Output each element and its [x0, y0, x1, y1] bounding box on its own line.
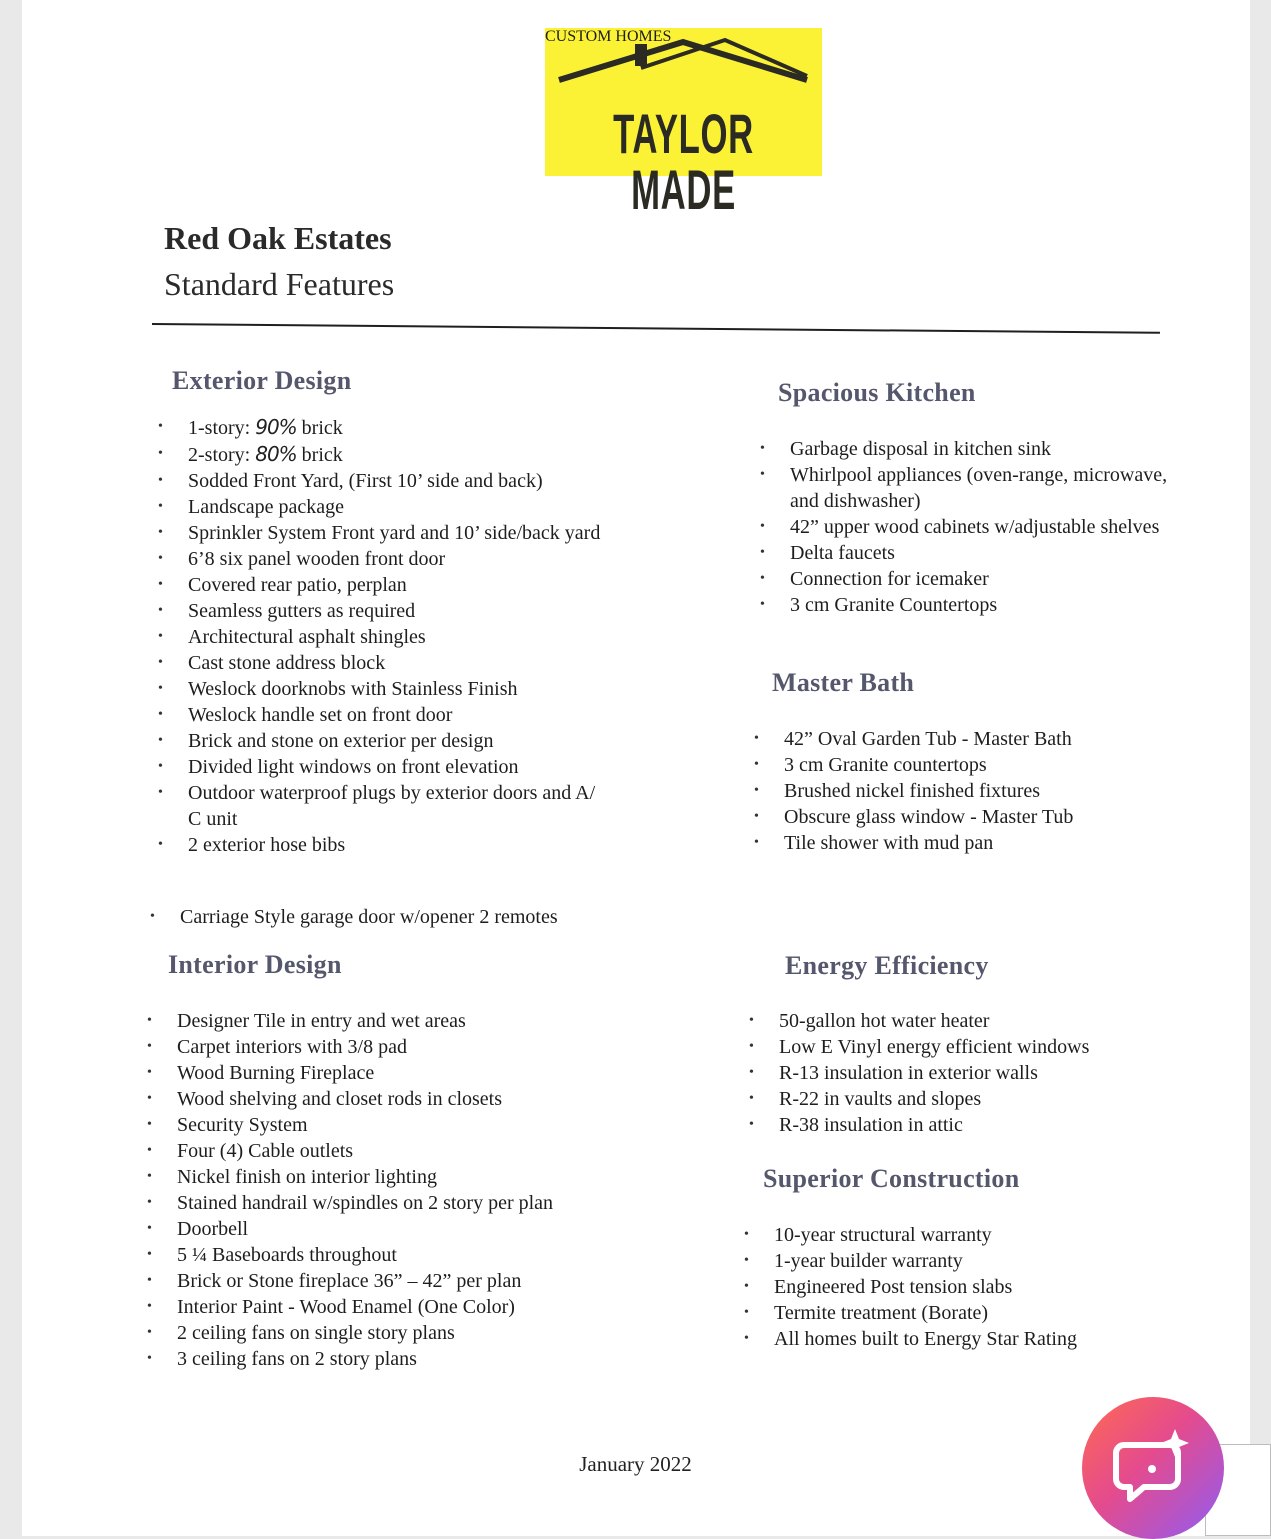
list-item: • 3 cm Granite Countertops: [760, 592, 1170, 618]
section-energy-efficiency: [785, 951, 1185, 981]
list-item: • Four (4) Cable outlets: [147, 1138, 617, 1164]
list-item: • 2 ceiling fans on single story plans: [147, 1320, 617, 1346]
list-item: • Landscape package: [158, 494, 608, 520]
ai-chat-button[interactable]: [1082, 1397, 1224, 1539]
energy-list: [749, 1008, 1169, 1138]
logo-tagline: CUSTOM HOMES: [545, 28, 672, 45]
document-title: Red Oak Estates: [164, 220, 392, 256]
list-item: • Sodded Front Yard, (First 10’ side and back): [158, 468, 608, 494]
list-item: • Weslock doorknobs with Stainless Finish: [158, 676, 608, 702]
list-item: • Brushed nickel finished fixtures: [754, 778, 1174, 804]
list-item: • Nickel finish on interior lighting: [147, 1164, 617, 1190]
list-item: • 10-year structural warranty: [744, 1222, 1164, 1248]
list-item: • 42” Oval Garden Tub - Master Bath: [754, 726, 1174, 752]
list-item: • 3 ceiling fans on 2 story plans: [147, 1346, 617, 1372]
section-heading: Superior Construction: [763, 1164, 1020, 1193]
section-heading: Spacious Kitchen: [778, 378, 976, 407]
list-item: • Designer Tile in entry and wet areas: [147, 1008, 617, 1034]
list-item: • Sprinkler System Front yard and 10’ side/back yard: [158, 520, 608, 546]
list-item: • R-13 insulation in exterior walls: [749, 1060, 1169, 1086]
list-item: • Brick or Stone fireplace 36” – 42” per plan: [147, 1268, 617, 1294]
list-item: • Low E Vinyl energy efficient windows: [749, 1034, 1169, 1060]
list-item: • 6’8 six panel wooden front door: [158, 546, 608, 572]
list-item: • 2-story: 80% brick: [158, 441, 608, 468]
list-item: • 50-gallon hot water heater: [749, 1008, 1169, 1034]
logo-wordmark: TAYLOR MADE: [613, 102, 754, 221]
list-item: • Covered rear patio, perplan: [158, 572, 608, 598]
list-item: • Divided light windows on front elevation: [158, 754, 608, 780]
list-item: • 1-story: 90% brick: [158, 414, 608, 441]
handwritten-note: 80%: [255, 442, 297, 466]
list-item: • R-22 in vaults and slopes: [749, 1086, 1169, 1112]
list-item: • All homes built to Energy Star Rating: [744, 1326, 1164, 1352]
kitchen-list: [760, 436, 1170, 618]
list-item: • 42” upper wood cabinets w/adjustable shelves: [760, 514, 1170, 540]
construction-list: [744, 1222, 1164, 1352]
list-item: • Termite treatment (Borate): [744, 1300, 1164, 1326]
list-item: • 2 exterior hose bibs: [158, 832, 608, 858]
document-subtitle: Standard Features: [164, 266, 395, 302]
list-item: • Interior Paint - Wood Enamel (One Color): [147, 1294, 617, 1320]
section-master-bath: [772, 668, 1172, 698]
section-heading: Exterior Design: [172, 366, 352, 395]
section-interior-design: [168, 950, 618, 980]
list-item: • Cast stone address block: [158, 650, 608, 676]
list-item: • Connection for icemaker: [760, 566, 1170, 592]
list-item: • Carriage Style garage door w/opener 2 remotes: [150, 904, 620, 930]
handwritten-note: 90%: [255, 415, 297, 439]
company-logo: [545, 28, 822, 221]
list-item: • Seamless gutters as required: [158, 598, 608, 624]
section-exterior-design: [172, 366, 622, 396]
list-item: • Security System: [147, 1112, 617, 1138]
interior-list: [147, 1008, 617, 1372]
list-item: • Outdoor waterproof plugs by exterior doors and A/ C unit: [158, 780, 608, 832]
list-item: • Carpet interiors with 3/8 pad: [147, 1034, 617, 1060]
list-item: • Delta faucets: [760, 540, 1170, 566]
list-item: • Brick and stone on exterior per design: [158, 728, 608, 754]
list-item: • Wood shelving and closet rods in closets: [147, 1086, 617, 1112]
list-item: • Tile shower with mud pan: [754, 830, 1174, 856]
section-heading: Energy Efficiency: [785, 951, 989, 980]
exterior-last-item: [150, 904, 620, 930]
list-item: • 3 cm Granite countertops: [754, 752, 1174, 778]
list-item: • Architectural asphalt shingles: [158, 624, 608, 650]
list-item: • Obscure glass window - Master Tub: [754, 804, 1174, 830]
section-heading: Master Bath: [772, 668, 915, 697]
list-item: • Stained handrail w/spindles on 2 story per plan: [147, 1190, 617, 1216]
list-item: • R-38 insulation in attic: [749, 1112, 1169, 1138]
exterior-list: [158, 414, 608, 858]
section-superior-construction: [763, 1164, 1183, 1194]
list-item: • Whirlpool appliances (oven-range, microwave, and dishwasher): [760, 462, 1170, 514]
section-spacious-kitchen: [778, 378, 1178, 408]
list-item: • Engineered Post tension slabs: [744, 1274, 1164, 1300]
list-item: • 1-year builder warranty: [744, 1248, 1164, 1274]
list-item: • Weslock handle set on front door: [158, 702, 608, 728]
section-heading: Interior Design: [168, 950, 342, 979]
document-date: January 2022: [579, 1452, 692, 1476]
list-item: • Garbage disposal in kitchen sink: [760, 436, 1170, 462]
bath-list: [754, 726, 1174, 856]
list-item: • Wood Burning Fireplace: [147, 1060, 617, 1086]
chat-sparkle-icon: [1082, 1397, 1224, 1539]
list-item: • 5 ¼ Baseboards throughout: [147, 1242, 617, 1268]
list-item: • Doorbell: [147, 1216, 617, 1242]
